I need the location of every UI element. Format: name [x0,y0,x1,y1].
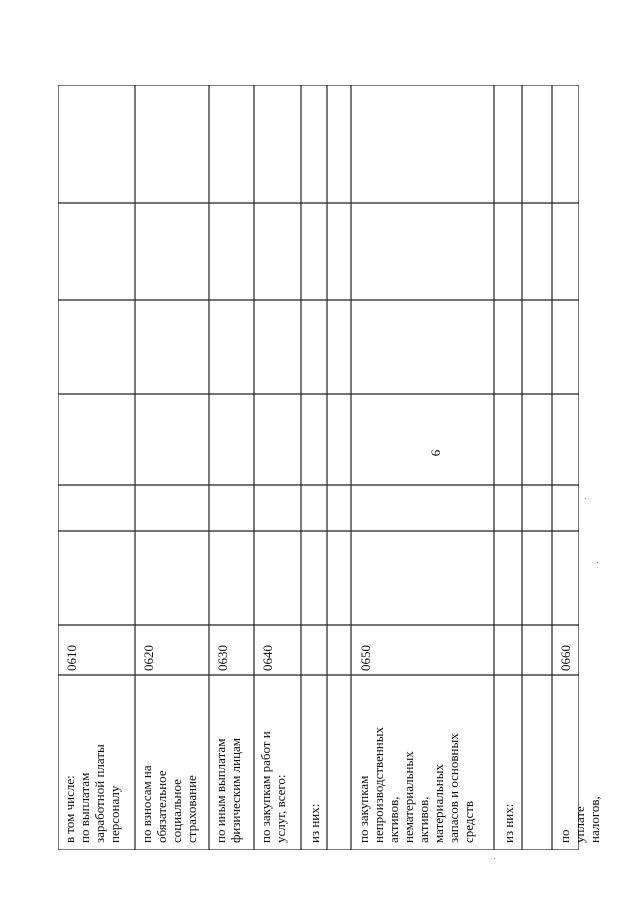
page-number: 9 [428,449,444,457]
row-label-0660: по уплате налогов, [557,796,602,843]
row-label-iz-nih-1: из них: [307,803,322,843]
scan-speck [585,498,586,499]
row-code-0650: 0650 [358,645,373,671]
scan-speck [494,858,495,859]
row-label-iz-nih-2: из них: [501,803,516,843]
row-label-0630: по иным выплатам физическим лицам [213,737,243,843]
row-label-0650: по закупкам непроизводственных активов, нематериальных активов, материальных запасов и основных средств [356,727,476,843]
table-grid [58,85,579,850]
row-label-0610: в том числе: по выплатам заработной платы персоналу [62,744,122,843]
row-label-0620: по взносам на обязательное социальное страхование [139,765,199,843]
row-code-0630: 0630 [215,645,230,671]
row-code-0610: 0610 [64,645,79,671]
rotated-table [58,85,602,850]
row-code-0620: 0620 [141,645,156,671]
row-code-0660: 0660 [558,645,573,671]
row-label-0640: по закупкам работ и услуг, всего: [258,731,288,843]
row-code-0640: 0640 [260,645,275,671]
scan-speck [597,562,598,563]
